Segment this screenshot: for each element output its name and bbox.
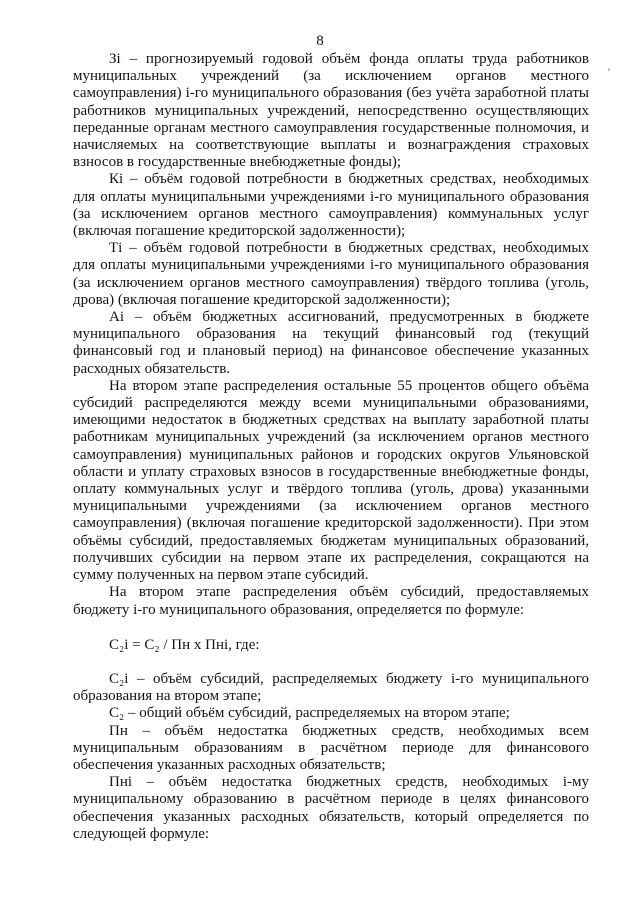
document-body [73,51,589,843]
page-number: 8 [316,33,324,49]
definition-pn: Пн – объём недостатка бюджетных средств, необходимых всем муниципальным образованиям в расчётном периоде для финансового обеспечения указанных расходных обязательств; [73,722,589,773]
second-stage-paragraph: На втором этапе распределения остальные 55 процентов общего объёма субсидий распределяются между всеми муниципальными образованиями, имеющими недостаток в бюджетных средствах на выплату заработной платы работникам муниципальных учреждений (за исключением органов местного самоуправления) муниципальных районов и городских округов Ульяновской области и уплату страховых взносов в государственные внебюджетные фонды, оплату коммунальных услуг и твёрдого топлива (уголь, дрова) указанными муниципальными учреждениями (за исключением органов местного самоуправления) (включая погашение кредиторской задолженности). При этом объёмы субсидий, предоставляемых бюджетам муниципальных образований, получивших субсидии на первом этапе их распределения, сокращаются на сумму полученных на первом этапе субсидий. [73,377,589,584]
second-stage-formula-intro: На втором этапе распределения объём субсидий, предоставляемых бюджету i-го муниципального образования, определяется по формуле: [73,584,589,618]
definition-pni: Пнi – объём недостатка бюджетных средств, необходимых i-му муниципальному образованию в расчётном периоде в целях финансового обеспечения указанных расходных обязательств, который определяется по следующей формуле: [73,774,589,842]
definition-ti: Тi – объём годовой потребности в бюджетных средствах, необходимых для оплаты муниципальными учреждениями i-го муниципального образования (за исключением органов местного самоуправления) твёрдого топлива (уголь, дрова) (включая погашение кредиторской задолженности); [73,240,589,308]
definition-zi: Зi – прогнозируемый годовой объём фонда оплаты труда работников муниципальных учреждений (за исключением органов местного самоуправления) i-го муниципального образования (без учёта заработной платы работников муниципальных учреждений, непосредственно осуществляющих переданные органам местного самоуправления государственные полномочия, и начисляемых на соответствующие выплаты и вознаграждения страховых взносов в государственные внебюджетные фонды); [73,51,589,171]
formula-c2i: С₂i = С₂ / Пн х Пнi, где: [109,636,260,653]
definition-ai: Аi – объём бюджетных ассигнований, предусмотренных в бюджете муниципального образования на текущий финансовый год (текущий финансовый год и плановый период) на финансовое обеспечение указанных расходных обязательств. [73,309,589,377]
definition-c2i: С₂i – объём субсидий, распределяемых бюджету i-го муниципального образования на втором этапе; [73,670,589,705]
definition-c2: С₂ – общий объём субсидий, распределяемых на втором этапе; [109,705,510,722]
definition-ki: Кi – объём годовой потребности в бюджетных средствах, необходимых для оплаты муниципальными учреждениями i-го муниципального образования (за исключением органов местного самоуправления) коммунальных услуг (включая погашение кредиторской задолженности); [73,171,589,240]
margin-mark: ' [607,65,610,79]
